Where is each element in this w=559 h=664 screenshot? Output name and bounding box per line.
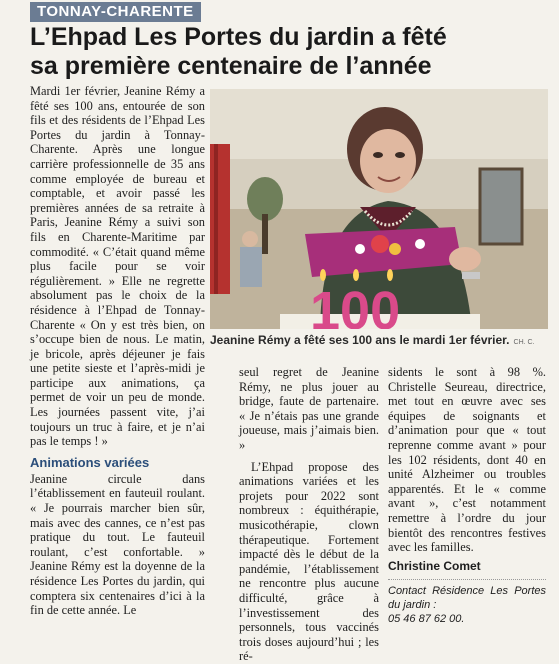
- photo-caption: [210, 333, 548, 350]
- paragraph-bridge: seul regret de Jeanine Rémy, ne plus jouer au bridge, faute de partenaire. « Je n’étais pas une grande joueuse, mais j’aimais bien. »: [239, 365, 379, 452]
- paragraph-residents: sidents le sont à 98 %. Christelle Seureau, directrice, met tout en œuvre avec ses équipes de soignants et d’animation pour que « tout reprenne comme avant » pour les 102 résidents, dont 40 en unité Alzheimer ou troubles apparentés. Et le « comme avant », c’est notamment remettre à l’ordre du jour bientôt des rencontres festives avec les familles.: [388, 365, 546, 555]
- section-kicker: TONNAY-CHARENTE: [30, 2, 201, 22]
- contact-phone: 05 46 87 62 00.: [388, 613, 465, 626]
- article-headline: [30, 23, 550, 81]
- subheading-animations: Animations variées: [30, 454, 150, 470]
- caption-text: Jeanine Rémy a fêté ses 100 ans le mardi 1er février.: [210, 333, 510, 347]
- article-column-2: [239, 365, 379, 664]
- author-signature: Christine Comet: [388, 558, 481, 573]
- photo-illustration: [210, 89, 548, 329]
- article-photo: [210, 89, 548, 329]
- headline-line-2: sa première centenaire de l’année: [30, 52, 432, 80]
- headline-line-1: L’Ehpad Les Portes du jardin a fêté: [30, 23, 447, 51]
- paragraph-fauteuil: Jeanine circule dans l’établissement en fauteuil roulant. « Je pourrais marcher bien sûr, mais avec des cannes, ce n’est pas pratique du tout. Le fauteuil roulant, c’est confortable. » Jeanine Rémy est la doyenne de la résidence Les Portes du jardin, qui comptera six centenaires d’ici à la fin de cette année. Le: [30, 471, 205, 618]
- contact-info: [388, 579, 546, 626]
- svg-text:100: 100: [310, 281, 401, 329]
- candles-100: [310, 281, 400, 329]
- article-column-3: [388, 365, 546, 626]
- article-column-1: [30, 84, 205, 618]
- paragraph-intro: Mardi 1er février, Jeanine Rémy a fêté ses 100 ans, entourée de son fils et des résidents de l’Ehpad Les Portes du jardin à Tonnay-Charente. Après une longue carrière professionnelle de 35 ans comme employée de bureau et comptable, et avoir passé les premières années de sa retraite à Paris, Jeanine Rémy a suivi son fils en Charente-Maritime par commodité. « C’était quand même plus facile pour se voir régulièrement. » Elle ne regrette absolument pas le choix de la résidence à l’Ehpad de Tonnay-Charente « On y est très bien, on s’occupe bien de nous. Le matin, je bricole, après déjeuner je fais une petite sieste et l’après-midi je participe aux animations, ça permet de voir un peu de monde. Les journées passent vite, j’ai toujours un truc à faire, et je n’ai pas le temps ! »: [30, 84, 205, 449]
- photo-credit: CH. C.: [513, 339, 535, 346]
- paragraph-projets: L’Ehpad propose des animations variées et les projets pour 2022 sont nombreux : équithérapie, musicothérapie, clown thérapeutique. Fortement impacté dès le début de la pandémie, l’établissement ne rencontre plus aucune difficulté, grâce à l’investissement des personnels, tous vaccinés trois doses aujourd’hui ; les ré-: [239, 459, 379, 664]
- contact-label: Contact Résidence Les Portes du jardin :: [388, 585, 546, 612]
